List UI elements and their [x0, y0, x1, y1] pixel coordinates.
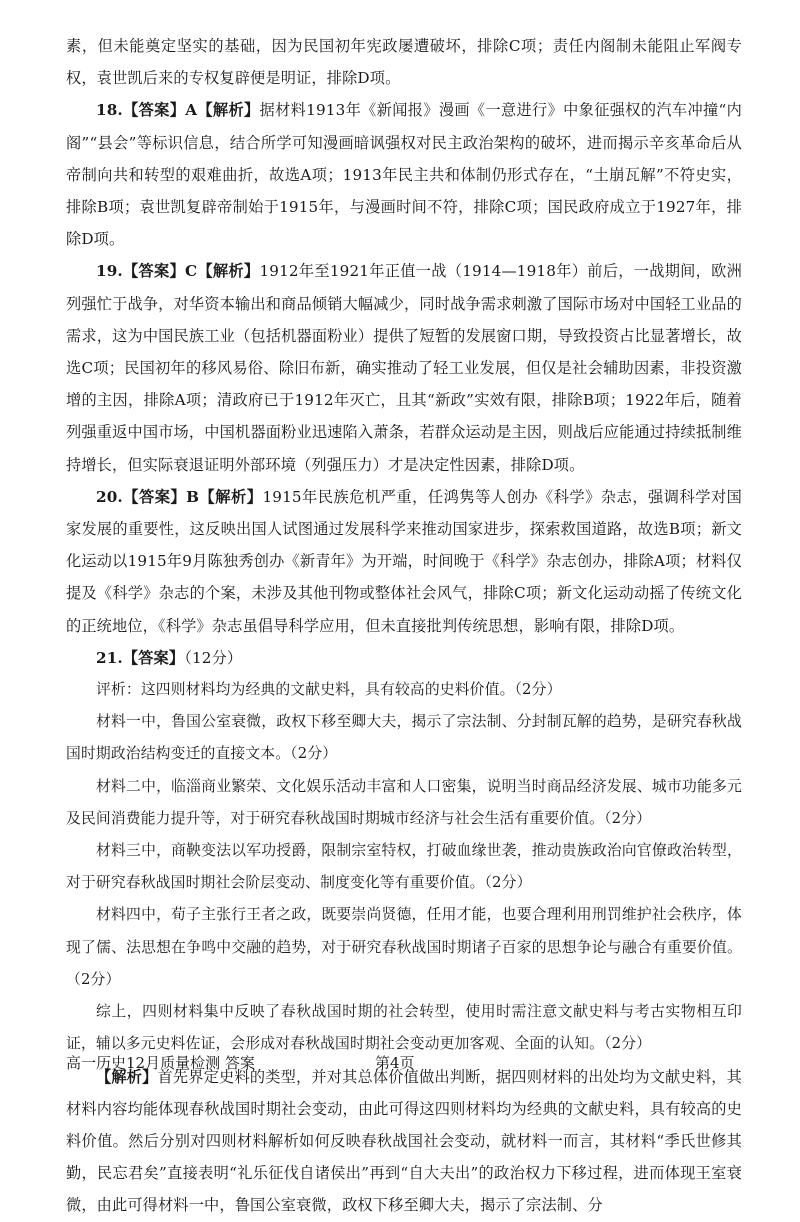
- analysis-text: 据材料1913年《新闻报》漫画《一意进行》中象征强权的汽车冲撞“内阁”“县会”等标识信息，结合所学可知漫画暗讽强权对民主政治架构的破坏，进而揭示辛亥革命后从帝制向共和转型的艰难曲折，故选A项；1913年民主共和体制仍形式存在，“土崩瓦解”不符史实，排除B项；袁世凯复辟帝制始于1915年，与漫画时间不符，排除C项；国民政府成立于1927年，排除D项。: [66, 101, 742, 249]
- answer-tag: 【答案】: [122, 648, 185, 667]
- evaluation-text: 评析：这四则材料均为经典的文献史料，具有较高的史料价值。（2分）: [96, 681, 562, 699]
- analysis-text: 1912年至1921年正值一战（1914—1918年）前后，一战期间，欧洲列强忙于战争，对华资本输出和商品倾销大幅减少，同时战争需求刺激了国际市场对中国轻工业品的需求，这为中国民族工业（包括机器面粉业）提供了短暂的发展窗口期，导致投资占比显著增长，故选C项；民国初年的移风易俗、除旧布新，确实推动了轻工业发展，但仅是社会辅助因素，非投资激增的主因，排除A项；清政府已于1912年灭亡，且其“新政”实效有限，排除B项；1922年后，随着列强重返中国市场，中国机器面粉业迅速陷入萧条，若群众运动是主因，则战后应能通过持续抵制维持增长，但实际衰退证明外部环境（列强压力）才是决定性因素，排除D项。: [66, 262, 743, 474]
- question-number: 20.: [96, 487, 123, 506]
- page-footer: [66, 1051, 415, 1075]
- answer-tag: 【答案】: [122, 101, 186, 120]
- analysis-tag: 【解析】: [197, 101, 260, 120]
- material-text: 材料一中，鲁国公室衰微，政权下移至卿大夫，揭示了宗法制、分封制瓦解的趋势，是研究春秋战国时期政治结构变迁的直接文本。（2分）: [66, 713, 742, 763]
- answer-letter: C: [185, 262, 198, 281]
- analysis-tag: 【解析】: [199, 487, 263, 506]
- question-number: 19.: [96, 262, 123, 281]
- answer-letter: B: [186, 487, 200, 506]
- material-text: 材料四中，荀子主张行王者之政，既要崇尚贤德，任用才能，也要合理利用刑罚维护社会秩序，体现了儒、法思想在争鸣中交融的趋势，对于研究春秋战国时期诸子百家的思想争论与融合有重要价值。（2分）: [66, 906, 742, 988]
- question-21-analysis: [66, 1061, 742, 1222]
- material-text: 材料二中，临淄商业繁荣、文化娱乐活动丰富和人口密集，说明当时商品经济发展、城市功能多元及民间消费能力提升等，对于研究春秋战国时期城市经济与社会生活有重要价值。（2分）: [66, 777, 742, 827]
- question-21-material-3: [66, 835, 742, 899]
- question-19-explanation: [66, 255, 742, 480]
- question-21-material-4: [66, 899, 742, 996]
- page-number: 第4页: [375, 1054, 415, 1072]
- score-label: （12分）: [184, 648, 243, 667]
- question-21-evaluation: [66, 674, 742, 706]
- analysis-tag: 【解析】: [96, 1067, 158, 1086]
- analysis-text: 首先界定史料的类型，并对其总体价值做出判断，据四则材料的出处均为文献史料，其材料内容均能体现春秋战国时期社会变动，由此可得这四则材料均为经典的文献史料，具有较高的史料价值。然后分别对四则材料解析如何反映春秋战国社会变动，就材料一而言，其材料“季氏世修其勤，民忘君矣”直接表明“礼乐征伐自诸侯出”再到“自大夫出”的政治权力下移过程，进而体现王室衰微，由此可得材料一中，鲁国公室衰微，政权下移至卿大夫，揭示了宗法制、分: [66, 1067, 742, 1215]
- question-21-header: [66, 642, 742, 674]
- paragraph-text: 素，但未能奠定坚实的基础，因为民国初年宪政屡遭破坏，排除C项；责任内阁制未能阻止军阀专权，袁世凯后来的专权复辟便是明证，排除D项。: [66, 37, 742, 88]
- footer-title: 高一历史12月质量检测 答案: [66, 1054, 255, 1072]
- question-21-material-2: [66, 771, 742, 835]
- question-21-material-1: [66, 706, 742, 770]
- question-number: 21.: [96, 648, 123, 667]
- answer-page: [66, 30, 742, 1222]
- paragraph-continuation: [66, 30, 742, 94]
- analysis-tag: 【解析】: [197, 262, 260, 281]
- question-20-explanation: [66, 481, 742, 642]
- question-18-explanation: [66, 94, 742, 255]
- analysis-text: 1915年民族危机严重，任鸿隽等人创办《科学》杂志，强调科学对国家发展的重要性，这反映出国人试图通过发展科学来推动国家进步，探索救国道路，故选B项；新文化运动以1915年9月陈独秀创办《新青年》为开端，时间晚于《科学》杂志创办，排除A项；材料仅提及《科学》杂志的个案，未涉及其他刊物或整体社会风气，排除C项；新文化运动动摇了传统文化的正统地位，《科学》杂志虽倡导科学应用，但未直接批判传统思想，影响有限，排除D项。: [66, 487, 743, 635]
- answer-tag: 【答案】: [122, 487, 187, 506]
- answer-letter: A: [185, 101, 198, 120]
- material-text: 材料三中，商鞅变法以军功授爵，限制宗室特权，打破血缘世袭，推动贵族政治向官僚政治转型，对于研究春秋战国时期社会阶层变动、制度变化等有重要价值。（2分）: [66, 842, 742, 892]
- summary-text: 综上，四则材料集中反映了春秋战国时期的社会转型，使用时需注意文献史料与考古实物相互印证，辅以多元史料佐证，会形成对春秋战国时期社会变动更加客观、全面的认知。（2分）: [66, 1003, 742, 1053]
- question-number: 18.: [96, 101, 123, 120]
- answer-tag: 【答案】: [122, 262, 186, 281]
